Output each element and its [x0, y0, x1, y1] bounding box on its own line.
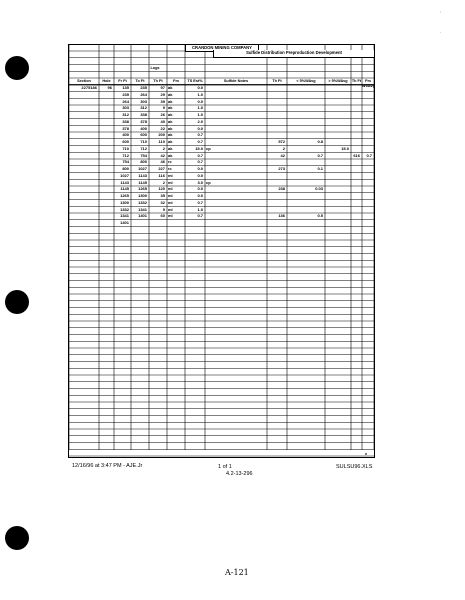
table-cell-fm: ak [168, 112, 173, 118]
table-cell-ts: 0.7 [197, 152, 203, 158]
table-cell-th: 22 [160, 125, 165, 131]
spreadsheet-grid [68, 44, 375, 458]
table-cell-th: 97 [160, 85, 165, 91]
table-cell-th: 9 [162, 206, 165, 212]
table-cell-to: 1143 [138, 172, 147, 178]
punch-hole-top [5, 56, 29, 80]
table-cell-fr: 235 [122, 91, 129, 97]
table-cell-th3: 616 [353, 152, 360, 158]
table-cell-th: 32 [160, 199, 165, 205]
footer-doc-code: 4.2-13-296 [226, 471, 253, 477]
table-cell-ts: 0.0 [197, 172, 203, 178]
table-cell-th: 120 [158, 186, 165, 192]
table-cell-fr: 1145 [120, 186, 129, 192]
column-header: Th Ft [351, 79, 362, 83]
table-cell-fr: 800 [122, 166, 129, 172]
table-cell-th: 60 [160, 213, 165, 219]
table-cell-fm: ak [168, 91, 173, 97]
table-cell-to: 235 [140, 85, 147, 91]
table-cell-to: 800 [140, 159, 147, 165]
table-cell-th: 39 [160, 98, 165, 104]
table-cell-fr: 303 [122, 105, 129, 111]
table-cell-to: 303 [140, 98, 147, 104]
table-cell-fm: ak [168, 152, 173, 158]
column-header: Th Ft [272, 79, 282, 83]
table-cell-fr: 1401 [120, 220, 129, 226]
table-cell-th2: 238 [278, 186, 285, 192]
table-cell-to: 264 [140, 91, 147, 97]
table-cell-ts: 0.0 [197, 166, 203, 172]
table-cell-notes: cp [206, 179, 211, 185]
table-cell-lt5: 0.8 [317, 139, 323, 145]
page-number: A-121 [225, 568, 249, 577]
table-cell-ts: 0.0 [197, 186, 203, 192]
table-cell-fm: ak [168, 145, 173, 151]
column-header: Fr Ft [118, 79, 127, 83]
table-cell-th: 35 [160, 193, 165, 199]
company-title: CRANDON MINING COMPANY [185, 44, 259, 52]
table-cell-fr: 1143 [120, 179, 129, 185]
table-cell-to: 312 [140, 105, 147, 111]
column-header: < 5%WAvg [296, 79, 316, 83]
table-cell-ts: 0.7 [197, 199, 203, 205]
table-cell-to: 1265 [138, 186, 147, 192]
table-cell-to: 1401 [138, 213, 147, 219]
table-cell-to: 1027 [138, 166, 147, 172]
table-cell-th2: 572 [278, 139, 285, 145]
table-cell-th: 227 [158, 166, 165, 172]
table-cell-fm: ml [168, 213, 173, 219]
table-cell-fr: 312 [122, 112, 129, 118]
table-cell-ts: 15.0 [195, 145, 203, 151]
table-cell-fr: 135 [122, 85, 129, 91]
table-cell-ts: 0.7 [197, 132, 203, 138]
table-cell-fm: ml [168, 179, 173, 185]
punch-hole-middle [5, 290, 29, 314]
table-cell-ts: 0.7 [197, 139, 203, 145]
table-cell-fr: 754 [122, 159, 129, 165]
table-cell-section: 2275186 [81, 85, 97, 91]
table-cell-fm: ak [168, 105, 173, 111]
table-cell-fm: ml [168, 193, 173, 199]
box-mark: x [364, 451, 368, 456]
table-cell-th2: 136 [278, 213, 285, 219]
table-cell-hole: 96 [107, 85, 112, 91]
punch-hole-bottom [5, 526, 29, 550]
table-cell-th: 2 [162, 145, 165, 151]
table-cell-th2: 42 [280, 152, 285, 158]
table-cell-fr: 378 [122, 125, 129, 131]
column-header: Sulfide Notes [223, 79, 249, 83]
table-cell-fm: ak [168, 85, 173, 91]
table-cell-ts: 1.0 [197, 206, 203, 212]
table-cell-fm: ak [168, 118, 173, 124]
table-cell-gt5: 15.0 [341, 145, 349, 151]
table-cell-ts: 0.0 [197, 193, 203, 199]
table-cell-lt5: 0.7 [317, 152, 323, 158]
table-cell-fr: 1300 [120, 199, 129, 205]
table-cell-fm: ak [168, 139, 173, 145]
table-cell-fm: ak [168, 125, 173, 131]
table-cell-fr: 1265 [120, 193, 129, 199]
table-cell-to: 754 [140, 152, 147, 158]
table-cell-to: 710 [140, 139, 147, 145]
table-cell-ts: 2.0 [197, 118, 203, 124]
footer-timestamp: 12/16/96 at 3:47 PM - AJE.Jr [72, 463, 143, 469]
table-cell-fr: 338 [122, 118, 129, 124]
table-cell-fm: ml [168, 172, 173, 178]
table-cell-fm: rc [168, 159, 172, 165]
table-cell-notes: cp [206, 145, 211, 151]
table-cell-fr: 600 [122, 139, 129, 145]
table-cell-th2: 2 [282, 145, 285, 151]
table-cell-th: 116 [158, 172, 165, 178]
table-cell-to: 600 [140, 132, 147, 138]
table-cell-th: 42 [160, 152, 165, 158]
column-header: Section [77, 79, 91, 83]
table-cell-th: 46 [160, 159, 165, 165]
column-header: Th Ft [153, 79, 163, 83]
table-cell-th: 2 [162, 179, 165, 185]
table-cell-ts: 0.7 [197, 159, 203, 165]
table-cell-to: 338 [140, 112, 147, 118]
table-cell-to: 400 [140, 125, 147, 131]
table-cell-ts: 3.0 [197, 179, 203, 185]
table-cell-fm: ak [168, 98, 173, 104]
column-header: To Ft [135, 79, 145, 83]
table-cell-fmw: 0.7 [366, 152, 372, 158]
table-cell-to: 1332 [138, 199, 147, 205]
table-cell-to: 378 [140, 118, 147, 124]
footer-page-of: 1 of 1 [218, 464, 232, 470]
table-cell-fr: 1332 [120, 206, 129, 212]
corner-mark-1: ' [440, 10, 441, 15]
table-cell-fr: 712 [122, 152, 129, 158]
table-cell-ts: 0.0 [197, 98, 203, 104]
corner-mark-2: . [440, 29, 442, 34]
footer-filename: SULSU96.XLS [336, 464, 373, 470]
table-cell-fm: ak [168, 132, 173, 138]
table-cell-fm: rc [168, 166, 172, 172]
table-cell-fr: 1341 [120, 213, 129, 219]
table-cell-to: 1341 [138, 206, 147, 212]
table-cell-fr: 710 [122, 145, 129, 151]
table-cell-th: 40 [160, 118, 165, 124]
table-cell-lt5: 0.5 [317, 213, 323, 219]
column-header: Fm Wt/Avg [362, 79, 375, 88]
table-cell-ts: 0.0 [197, 125, 203, 131]
table-cell-lt5: 0.03 [315, 186, 323, 192]
report-subtitle: Sulfide Distribution Preproduction Development [213, 50, 375, 58]
column-header: TS Est% [187, 79, 203, 83]
table-cell-lt5: 0.1 [317, 166, 323, 172]
table-cell-ts: 0.0 [197, 85, 203, 91]
table-cell-ts: 1.0 [197, 105, 203, 111]
table-cell-th: 29 [160, 91, 165, 97]
table-cell-fm: ml [168, 186, 173, 192]
table-cell-fm: ml [168, 206, 173, 212]
table-cell-th: 26 [160, 112, 165, 118]
table-cell-th: 9 [162, 105, 165, 111]
table-cell-th: 110 [158, 139, 165, 145]
table-cell-to: 1145 [138, 179, 147, 185]
table-cell-th: 200 [158, 132, 165, 138]
table-cell-to: 712 [140, 145, 147, 151]
table-cell-th2: 273 [278, 166, 285, 172]
column-header: Hole [102, 79, 111, 83]
logs-label: Logs [150, 66, 160, 70]
column-header: Fm [173, 79, 179, 83]
column-header: > 5%WAvg [328, 79, 348, 83]
table-cell-fr: 264 [122, 98, 129, 104]
table-cell-fr: 1027 [120, 172, 129, 178]
table-cell-to: 1300 [138, 193, 147, 199]
table-cell-fm: ml [168, 199, 173, 205]
table-cell-ts: 1.0 [197, 91, 203, 97]
table-cell-ts: 0.7 [197, 213, 203, 219]
table-cell-ts: 1.0 [197, 112, 203, 118]
table-cell-fr: 400 [122, 132, 129, 138]
